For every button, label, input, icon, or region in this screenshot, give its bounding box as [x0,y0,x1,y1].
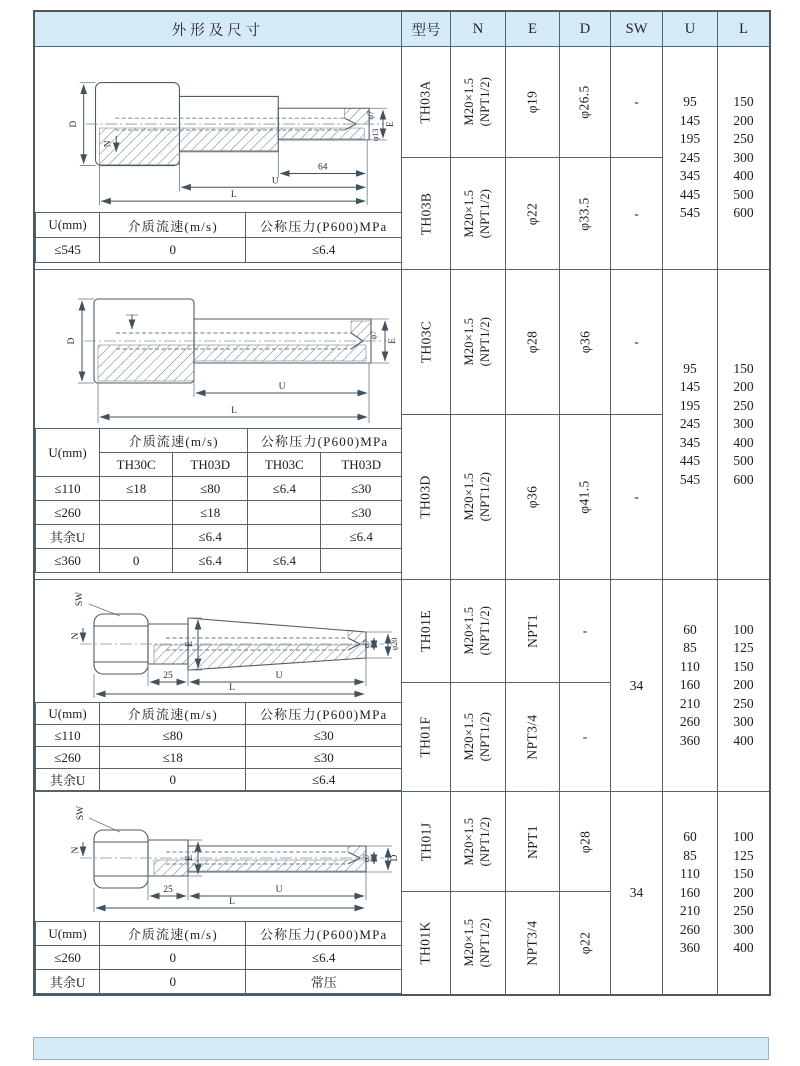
col-header-sw: SW [611,12,663,47]
subtable-header-flow: 介质流速(m/s) [100,429,248,453]
e-cell-th03a [506,47,560,158]
d-value: φ26.5 [576,85,592,119]
dim-label-phi7: φ7 [365,110,375,119]
drawing-th01jk [35,792,401,921]
cell: ≤6.4 [173,525,248,549]
cell: 其余U [36,525,100,549]
model-cell-th01e [402,580,451,683]
dim-label-N: N [70,632,81,640]
col-header-model: 型号 [402,12,451,47]
cell: ≤360 [36,549,100,573]
sw-cell-th01ef: 34 [611,580,663,792]
subtable-header-pressure: 公称压力(P600)MPa [246,922,402,946]
model-label: TH03B [418,192,433,235]
dim-label-E: E [184,641,195,647]
cell [321,549,402,573]
cell: ≤110 [36,477,100,501]
subtable-header-u: U(mm) [36,703,100,725]
sw-cell-th03d: - [611,415,663,580]
d-cell-th01j [560,792,611,892]
d-value: φ41.5 [576,480,592,514]
d-cell-th03c [560,270,611,415]
cell: ≤18 [173,501,248,525]
e-cell-th03c [506,270,560,415]
n-value: M20×1.5 (NPT1/2) [462,472,492,522]
dim-label-phi20: φ20 [389,637,399,651]
e-cell-th03b [506,158,560,270]
n-value: M20×1.5 (NPT1/2) [462,317,492,367]
dim-label-D: D [68,120,79,127]
col-header-d: D [560,12,611,47]
cell: ≤6.4 [248,477,321,501]
subtable-subheader: TH03C [248,453,321,477]
cell [248,525,321,549]
dim-label-phi7: φ7 [361,639,371,649]
cell: ≤30 [246,725,402,747]
n-cell-th01e [451,580,506,683]
model-label: TH03C [418,320,433,364]
subtable-subheader: TH03D [321,453,402,477]
dim-label-phi7: φ7 [361,853,371,862]
model-label: TH03D [418,475,433,519]
dim-label-L: L [228,896,235,907]
dim-label-25: 25 [162,884,173,895]
subtable-header-flow: 介质流速(m/s) [100,213,246,238]
d-cell-th01k [560,892,611,994]
e-value: φ36 [524,485,540,509]
cell: ≤30 [321,501,402,525]
cell: ≤30 [246,747,402,769]
model-label: TH01J [418,822,433,861]
subtable-subheader: TH30C [100,453,173,477]
dim-label-SW: SW [75,805,86,820]
cell: ≤260 [36,747,100,769]
dim-label-D: D [389,854,400,861]
section3-drawing-cell [35,580,402,792]
drawing-th03ab [35,47,401,212]
dim-label-D: D [66,337,77,345]
cell: ≤545 [36,238,100,263]
u-values-s3: 60 85 110 160 210 260 360 [663,580,718,792]
subtable-subheader: TH03D [173,453,248,477]
n-cell-th01j [451,792,506,892]
n-cell-th03a [451,47,506,158]
drawing-th01ef [35,580,401,702]
n-cell-th01k [451,892,506,994]
col-header-u: U [663,12,718,47]
d-value: φ36 [577,330,592,354]
dim-label-N: N [102,139,113,147]
subtable-header-u: U(mm) [36,922,100,946]
footer-accent-bar [33,1037,769,1060]
cell: ≤6.4 [173,549,248,573]
cell: 常压 [246,970,402,994]
e-value: φ22 [524,202,540,225]
cell: ≤260 [36,946,100,970]
dim-label-phi13: φ13 [370,128,380,141]
d-cell-th03a [560,47,611,158]
model-label: TH01E [418,610,433,652]
u-values-s4: 60 85 110 160 210 260 360 [663,792,718,994]
model-cell-th01f [402,683,451,792]
cell [100,501,173,525]
n-value: M20×1.5 (NPT1/2) [462,188,492,239]
cell: ≤18 [100,477,173,501]
col-header-n: N [451,12,506,47]
dim-label-L: L [230,406,237,416]
d-cell-th03b [560,158,611,270]
e-value: NPT1 [524,614,540,648]
cell: ≤6.4 [246,946,402,970]
l-values-s3: 100 125 150 200 250 300 400 [718,580,769,792]
dim-label-L: L [228,683,235,693]
subtable-header-flow: 介质流速(m/s) [100,703,246,725]
cell: ≤80 [100,725,246,747]
cell: ≤80 [173,477,248,501]
cell: 0 [100,238,246,263]
dim-label-N: N [70,846,81,853]
cell [100,525,173,549]
thermowell-drawing-tapered-hex [36,582,401,700]
cell: ≤260 [36,501,100,525]
d-value: φ28 [577,830,592,853]
sw-cell-th03c: - [611,270,663,415]
n-cell-th01f [451,683,506,792]
model-cell-th01k [402,892,451,994]
cell: ≤6.4 [248,549,321,573]
dim-label-SW: SW [74,591,85,607]
subtable-header-flow: 介质流速(m/s) [100,922,246,946]
col-header-e: E [506,12,560,47]
dim-label-U: U [278,382,285,392]
e-value: NPT1 [524,824,540,859]
cell: ≤6.4 [246,238,402,263]
drawing-th03cd [35,270,401,428]
cell: 0 [100,946,246,970]
col-header-l: L [718,12,769,47]
model-label: TH01K [418,921,433,965]
u-values-s1: 95 145 195 245 345 445 545 [663,47,718,270]
dim-label-U: U [275,884,282,895]
model-label: TH03A [418,80,433,124]
e-value: φ28 [524,330,540,354]
dim-label-25: 25 [162,671,173,681]
e-value: NPT3/4 [524,920,540,966]
cell: 其余U [36,970,100,994]
cell: ≤110 [36,725,100,747]
sw-cell-th03b: - [611,158,663,270]
e-value: φ19 [524,90,540,114]
d-cell-th01f: - [560,683,611,792]
subtable-header-u: U(mm) [36,429,100,477]
subtable-th01jk-pressure [35,921,402,994]
e-cell-th01k [506,892,560,994]
subtable-th03cd-pressure [35,428,402,573]
cell: ≤30 [321,477,402,501]
e-cell-th03d [506,415,560,580]
model-cell-th03c [402,270,451,415]
model-cell-th03a [402,47,451,158]
subtable-header-pressure: 公称压力(P600)MPa [246,703,402,725]
e-cell-th01f [506,683,560,792]
n-value: M20×1.5 (NPT1/2) [462,77,492,127]
section2-drawing-cell [35,270,402,580]
subtable-th03ab-pressure [35,212,402,263]
dim-label-64: 64 [317,162,327,173]
dim-label-E: E [184,854,195,861]
thermowell-spec-table [33,10,771,996]
e-cell-th01e [506,580,560,683]
thermowell-drawing-straight-stepped [36,49,401,211]
section1-drawing-cell [35,47,402,270]
cell: ≤6.4 [321,525,402,549]
n-cell-th03b [451,158,506,270]
cell: ≤18 [100,747,246,769]
n-value: M20×1.5 (NPT1/2) [462,712,492,762]
l-values-s4: 100 125 150 200 250 300 400 [718,792,769,994]
u-values-s2: 95 145 195 245 345 445 545 [663,270,718,580]
d-value: φ33.5 [576,196,592,231]
d-cell-th01e: - [560,580,611,683]
thermowell-drawing-straight-hex [36,794,401,920]
n-value: M20×1.5 (NPT1/2) [462,918,492,968]
model-cell-th01j [402,792,451,892]
model-cell-th03d [402,415,451,580]
dim-label-E: E [385,120,396,127]
dim-label-phi7: φ7 [368,330,378,340]
n-value: M20×1.5 (NPT1/2) [462,816,492,867]
cell: 0 [100,549,173,573]
cell: ≤6.4 [246,769,402,791]
e-value: NPT3/4 [524,714,540,760]
subtable-header-u: U(mm) [36,213,100,238]
n-cell-th03d [451,415,506,580]
sw-cell-th03a: - [611,47,663,158]
subtable-header-pressure: 公称压力(P600)MPa [248,429,402,453]
n-value: M20×1.5 (NPT1/2) [462,606,492,656]
cell [248,501,321,525]
dim-label-U: U [275,671,282,681]
e-cell-th01j [506,792,560,892]
n-cell-th03c [451,270,506,415]
subtable-header-pressure: 公称压力(P600)MPa [246,213,402,238]
cell: 其余U [36,769,100,791]
dim-label-U: U [271,175,279,186]
subtable-th01ef-pressure [35,702,402,791]
l-values-s2: 150 200 250 300 400 500 600 [718,270,769,580]
cell: 0 [100,769,246,791]
col-header-shape-dimensions: 外形及尺寸 [35,12,402,47]
model-label: TH01F [417,716,433,758]
sw-cell-th01jk: 34 [611,792,663,994]
l-values-s1: 150 200 250 300 400 500 600 [718,47,769,270]
section4-drawing-cell [35,792,402,994]
cell: 0 [100,970,246,994]
d-cell-th03d [560,415,611,580]
thermowell-drawing-straight [36,271,401,427]
model-cell-th03b [402,158,451,270]
dim-label-E: E [387,338,398,344]
d-value: φ22 [577,931,592,955]
dim-label-L: L [230,189,237,200]
